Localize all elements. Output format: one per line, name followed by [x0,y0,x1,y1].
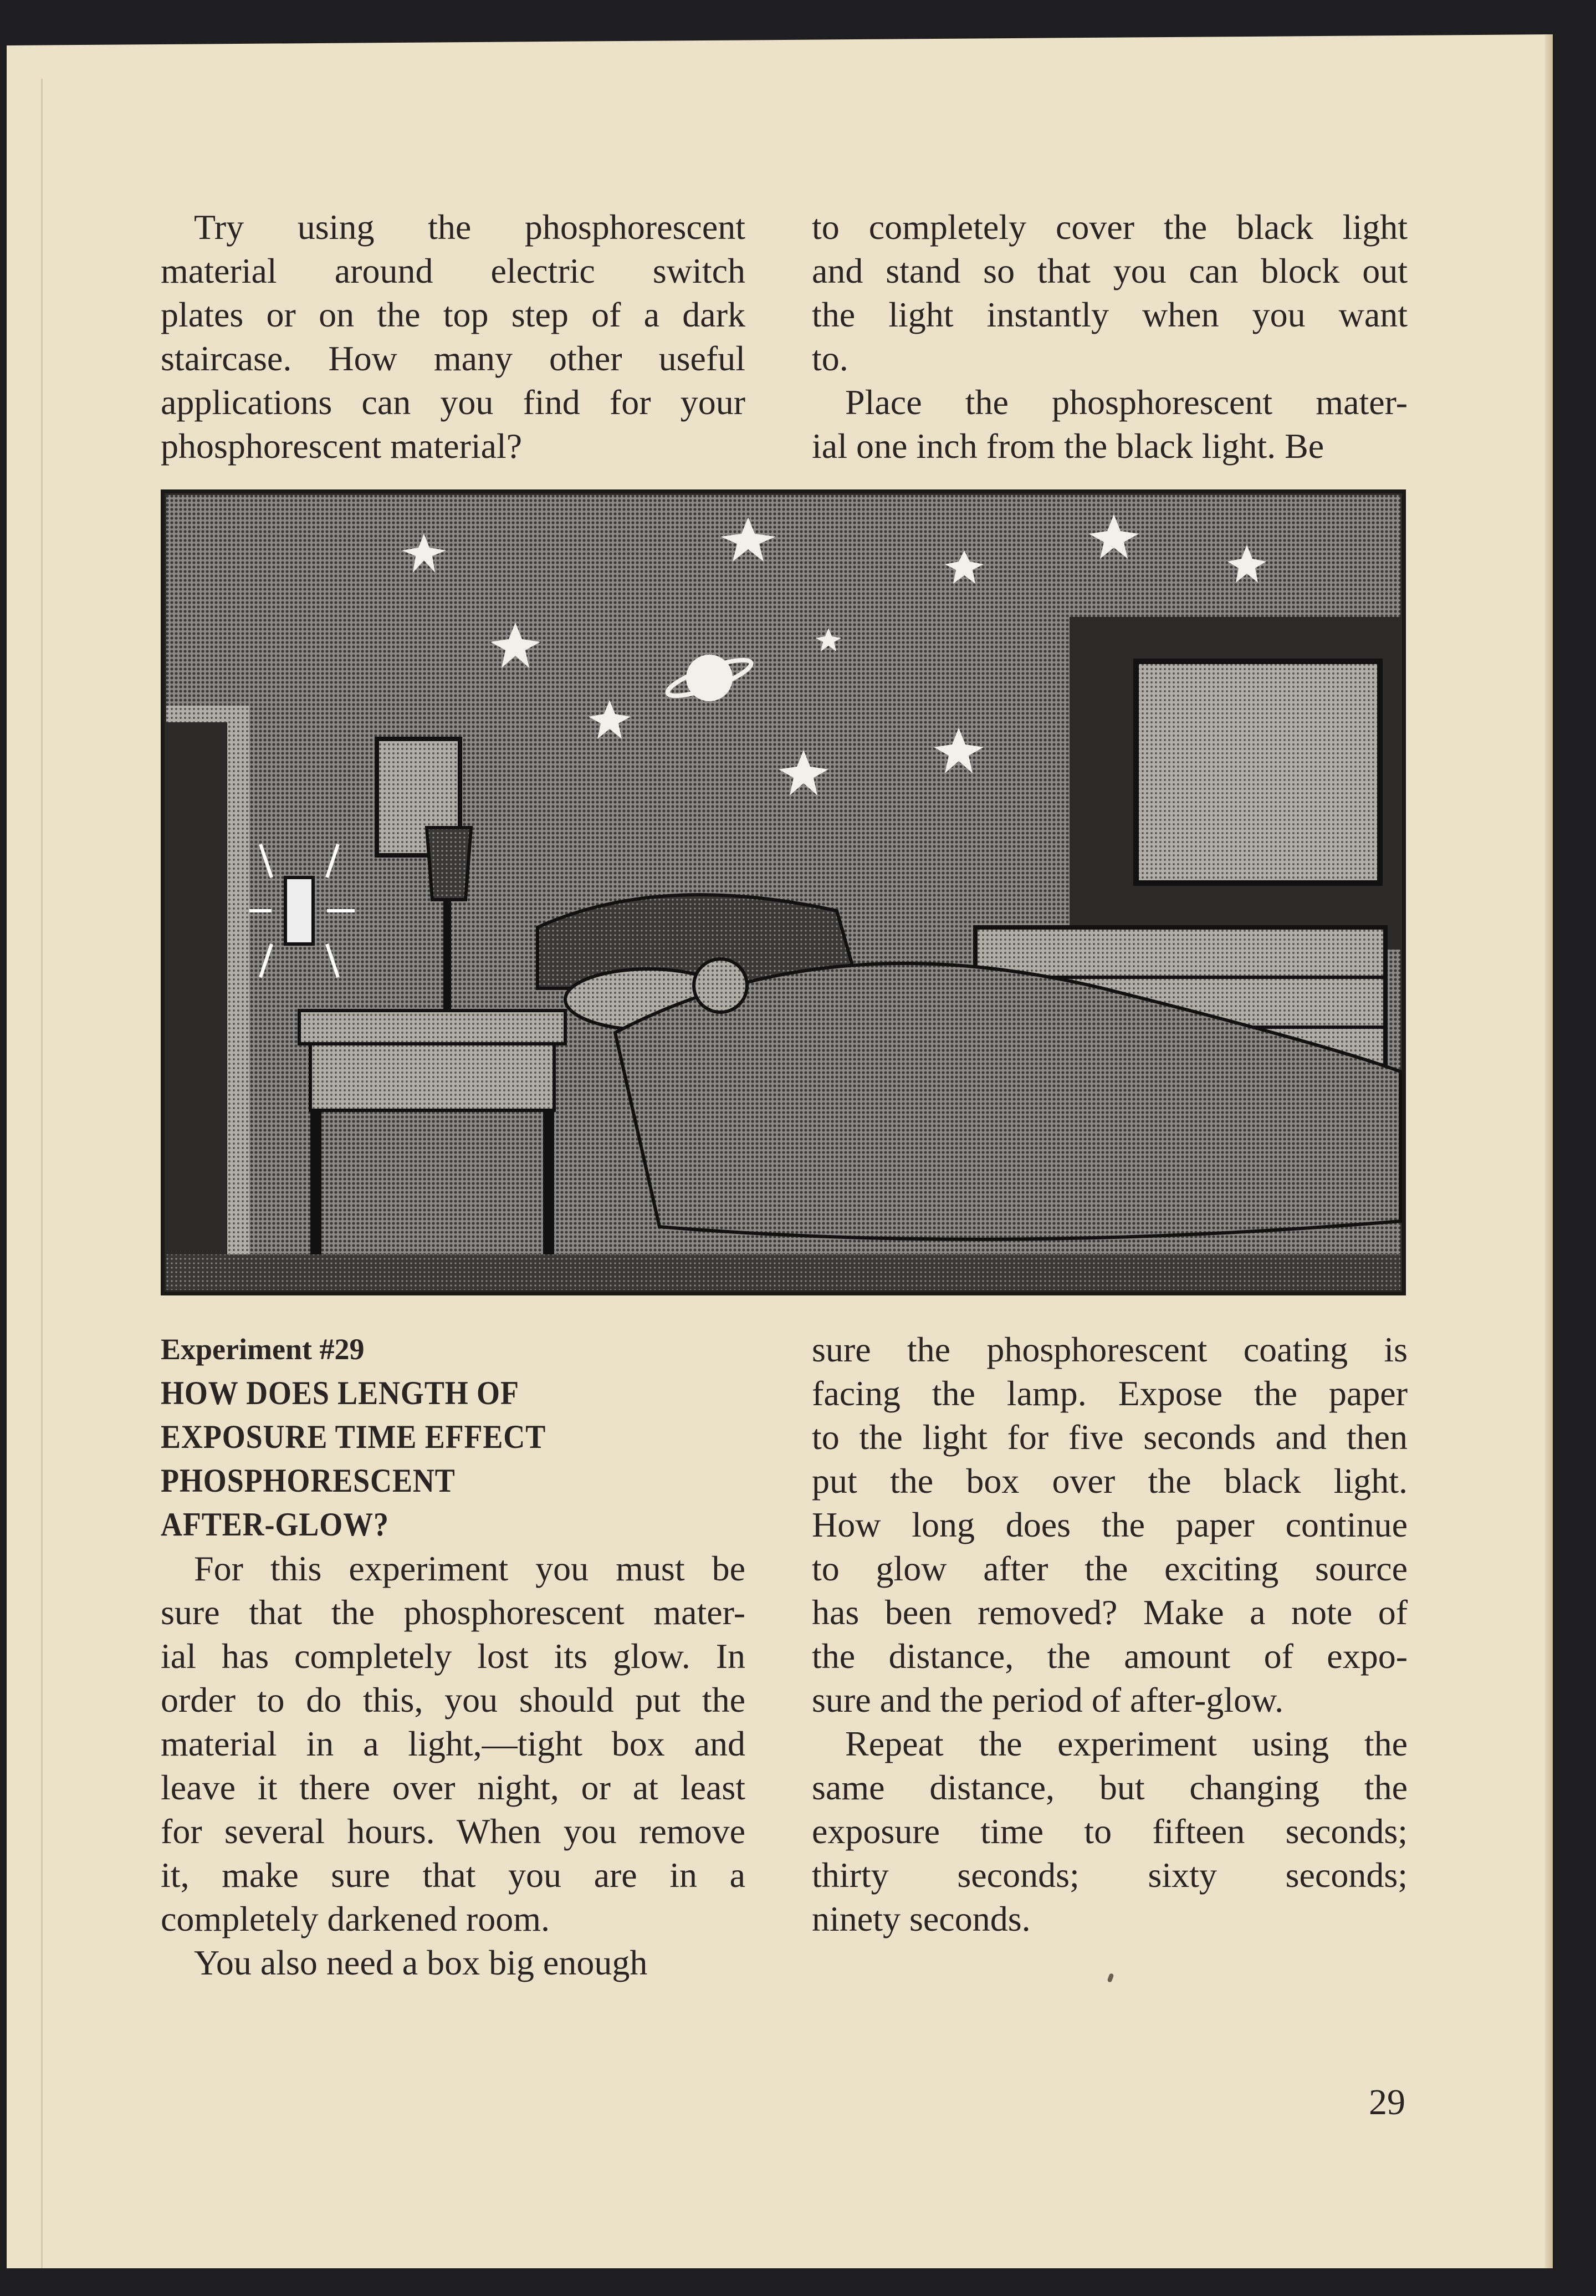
text-line: sure and the period of after-glow. [812,1680,1284,1720]
bottom-right-column [812,1328,1408,1941]
text-line: material around electric switch [161,251,745,290]
text-line: facing the lamp. Expose the paper [812,1374,1408,1413]
experiment-number: Experiment #29 [161,1333,365,1366]
page-gutter [41,79,43,2296]
door [166,722,227,1266]
text-line: the light instantly when you want [812,295,1408,334]
text-line: staircase. How many other useful [161,339,745,378]
text-line: it, make sure that you are in a [161,1855,745,1895]
text-line: phosphorescent material? [161,426,523,466]
text-line: same distance, but changing the [812,1768,1408,1807]
text-line: material in a light,—tight box and [161,1724,745,1763]
text-line: You also need a box big enough [194,1943,648,1982]
window [1070,617,1402,950]
text-line: How long does the paper continue [812,1505,1408,1544]
text-line: thirty seconds; sixty seconds; [812,1855,1408,1895]
top-right-column [812,205,1408,468]
top-left-column [161,205,745,468]
text-line: to glow after the exciting source [812,1549,1408,1588]
experiment-section [161,1328,745,1984]
text-line: leave it there over night, or at least [161,1768,745,1807]
experiment-title-line: PHOSPHORESCENT [161,1462,456,1499]
text-line: order to do this, you should put the [161,1680,745,1720]
text-line: ninety seconds. [812,1899,1031,1938]
experiment-title-line: AFTER-GLOW? [161,1506,389,1543]
experiment-title-line: EXPOSURE TIME EFFECT [161,1419,546,1455]
text-line: Repeat the experiment using the [845,1724,1408,1763]
text-line: ial has completely lost its glow. In [161,1636,745,1676]
text-line: to completely cover the black light [812,207,1408,247]
page-number: 29 [1369,2082,1405,2122]
text-line: Try using the phosphorescent [194,207,745,247]
experiment-title-line: HOW DOES LENGTH OF [161,1375,519,1411]
text-line: For this experiment you must be [194,1549,745,1588]
text-line: put the box over the black light. [812,1461,1408,1501]
text-line: for several hours. When you remove [161,1812,745,1851]
text-line: ial one inch from the black light. Be [812,426,1324,466]
text-line: has been removed? Make a note of [812,1593,1408,1632]
text-line: completely darkened room. [161,1899,550,1938]
bedroom-illustration [161,489,1406,1295]
text-line: exposure time to fifteen seconds; [812,1812,1408,1851]
text-line: applications can you find for your [161,382,745,422]
text-line: and stand so that you can block out [812,251,1408,290]
bottom-left-column [161,1547,745,1984]
text-line: to the light for five seconds and then [812,1417,1408,1457]
text-line: Place the phosphorescent mater- [845,382,1408,422]
text-line: sure the phosphorescent coating is [812,1330,1408,1369]
text-line: plates or on the top step of a dark [161,295,745,334]
text-line: the distance, the amount of expo- [812,1636,1408,1676]
text-line: sure that the phosphorescent mater- [161,1593,745,1632]
floor [166,1254,1400,1290]
text-line: to. [812,339,848,378]
